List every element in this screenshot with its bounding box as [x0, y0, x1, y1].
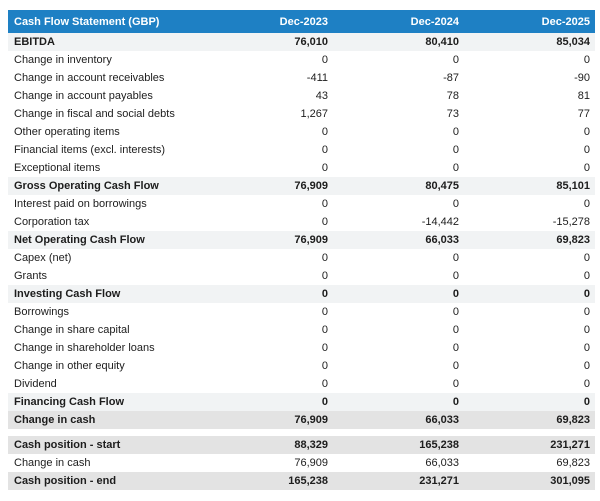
row-value: -15,278: [464, 213, 595, 231]
row-value: 0: [202, 339, 333, 357]
row-value: 301,095: [464, 472, 595, 490]
row-value: 0: [202, 303, 333, 321]
row-value: -14,442: [333, 213, 464, 231]
row-label: Net Operating Cash Flow: [8, 231, 202, 249]
cash-flow-table: [8, 10, 595, 490]
row-value: 165,238: [202, 472, 333, 490]
row-value: 0: [333, 339, 464, 357]
row-label: Corporation tax: [8, 213, 202, 231]
row-label: Other operating items: [8, 123, 202, 141]
table-row: [8, 51, 595, 69]
row-value: 0: [333, 123, 464, 141]
row-value: 0: [333, 159, 464, 177]
table-row: [8, 87, 595, 105]
row-value: 0: [464, 159, 595, 177]
row-value: 0: [202, 141, 333, 159]
table-row: [8, 69, 595, 87]
row-value: 80,410: [333, 33, 464, 51]
table-row: [8, 141, 595, 159]
row-value: 0: [333, 285, 464, 303]
row-value: 80,475: [333, 177, 464, 195]
row-value: 0: [333, 357, 464, 375]
row-label: Change in account payables: [8, 87, 202, 105]
row-value: 76,909: [202, 454, 333, 472]
row-label: Gross Operating Cash Flow: [8, 177, 202, 195]
row-value: 76,010: [202, 33, 333, 51]
table-row: [8, 177, 595, 195]
row-value: 0: [464, 357, 595, 375]
row-value: 0: [464, 339, 595, 357]
row-value: 0: [333, 51, 464, 69]
row-label: EBITDA: [8, 33, 202, 51]
row-value: 0: [202, 195, 333, 213]
row-value: 69,823: [464, 411, 595, 429]
row-label: Financing Cash Flow: [8, 393, 202, 411]
table-row: [8, 105, 595, 123]
table-body: [8, 33, 595, 490]
row-value: 88,329: [202, 436, 333, 454]
table-row: [8, 195, 595, 213]
row-label: Change in account receivables: [8, 69, 202, 87]
table-row: [8, 285, 595, 303]
row-value: 76,909: [202, 231, 333, 249]
row-value: -90: [464, 69, 595, 87]
spacer-cell: [8, 429, 595, 436]
row-value: 73: [333, 105, 464, 123]
row-label: Cash position - start: [8, 436, 202, 454]
table-row: [8, 339, 595, 357]
row-value: -87: [333, 69, 464, 87]
row-label: Change in share capital: [8, 321, 202, 339]
table-row: [8, 436, 595, 454]
cash-flow-statement: [8, 10, 595, 490]
row-value: 0: [202, 249, 333, 267]
row-label: Change in cash: [8, 411, 202, 429]
row-value: 0: [202, 357, 333, 375]
row-value: 0: [464, 141, 595, 159]
table-title: Cash Flow Statement (GBP): [8, 10, 202, 33]
row-value: 85,101: [464, 177, 595, 195]
table-row: [8, 357, 595, 375]
row-value: -411: [202, 69, 333, 87]
column-header-dec-2023: Dec-2023: [202, 10, 333, 33]
table-row: [8, 123, 595, 141]
row-value: 0: [464, 123, 595, 141]
row-value: 0: [202, 321, 333, 339]
table-row: [8, 321, 595, 339]
row-value: 231,271: [464, 436, 595, 454]
row-value: 0: [202, 213, 333, 231]
row-label: Change in fiscal and social debts: [8, 105, 202, 123]
table-row: [8, 249, 595, 267]
row-value: 0: [464, 375, 595, 393]
row-value: 0: [333, 195, 464, 213]
table-row: [8, 231, 595, 249]
row-value: 165,238: [333, 436, 464, 454]
spacer-row: [8, 429, 595, 436]
row-value: 0: [202, 267, 333, 285]
row-value: 76,909: [202, 411, 333, 429]
row-value: 0: [202, 51, 333, 69]
table-row: [8, 267, 595, 285]
row-value: 0: [333, 303, 464, 321]
row-value: 0: [464, 249, 595, 267]
row-label: Exceptional items: [8, 159, 202, 177]
row-value: 66,033: [333, 454, 464, 472]
row-value: 0: [202, 375, 333, 393]
table-row: [8, 393, 595, 411]
table-header: [8, 10, 595, 33]
row-label: Change in inventory: [8, 51, 202, 69]
row-value: 69,823: [464, 454, 595, 472]
row-value: 66,033: [333, 231, 464, 249]
row-value: 0: [333, 141, 464, 159]
row-value: 69,823: [464, 231, 595, 249]
row-value: 0: [464, 51, 595, 69]
table-row: [8, 411, 595, 429]
row-label: Investing Cash Flow: [8, 285, 202, 303]
table-row: [8, 454, 595, 472]
column-header-dec-2024: Dec-2024: [333, 10, 464, 33]
row-label: Interest paid on borrowings: [8, 195, 202, 213]
row-value: 231,271: [333, 472, 464, 490]
row-value: 43: [202, 87, 333, 105]
row-label: Borrowings: [8, 303, 202, 321]
row-label: Change in cash: [8, 454, 202, 472]
row-value: 77: [464, 105, 595, 123]
header-row: [8, 10, 595, 33]
row-value: 0: [464, 195, 595, 213]
row-label: Change in shareholder loans: [8, 339, 202, 357]
row-label: Cash position - end: [8, 472, 202, 490]
table-row: [8, 33, 595, 51]
row-value: 0: [464, 393, 595, 411]
row-value: 0: [202, 159, 333, 177]
row-value: 0: [333, 267, 464, 285]
row-value: 76,909: [202, 177, 333, 195]
row-value: 78: [333, 87, 464, 105]
row-value: 85,034: [464, 33, 595, 51]
row-value: 1,267: [202, 105, 333, 123]
row-value: 0: [202, 393, 333, 411]
row-value: 0: [333, 321, 464, 339]
table-row: [8, 303, 595, 321]
row-value: 0: [464, 267, 595, 285]
row-value: 0: [202, 123, 333, 141]
row-value: 0: [333, 375, 464, 393]
column-header-dec-2025: Dec-2025: [464, 10, 595, 33]
row-value: 0: [202, 285, 333, 303]
row-value: 0: [333, 393, 464, 411]
row-label: Change in other equity: [8, 357, 202, 375]
table-row: [8, 375, 595, 393]
table-row: [8, 213, 595, 231]
row-value: 81: [464, 87, 595, 105]
row-value: 0: [464, 321, 595, 339]
row-label: Financial items (excl. interests): [8, 141, 202, 159]
row-label: Dividend: [8, 375, 202, 393]
row-label: Grants: [8, 267, 202, 285]
row-value: 66,033: [333, 411, 464, 429]
row-value: 0: [333, 249, 464, 267]
table-row: [8, 472, 595, 490]
table-row: [8, 159, 595, 177]
row-label: Capex (net): [8, 249, 202, 267]
row-value: 0: [464, 285, 595, 303]
row-value: 0: [464, 303, 595, 321]
